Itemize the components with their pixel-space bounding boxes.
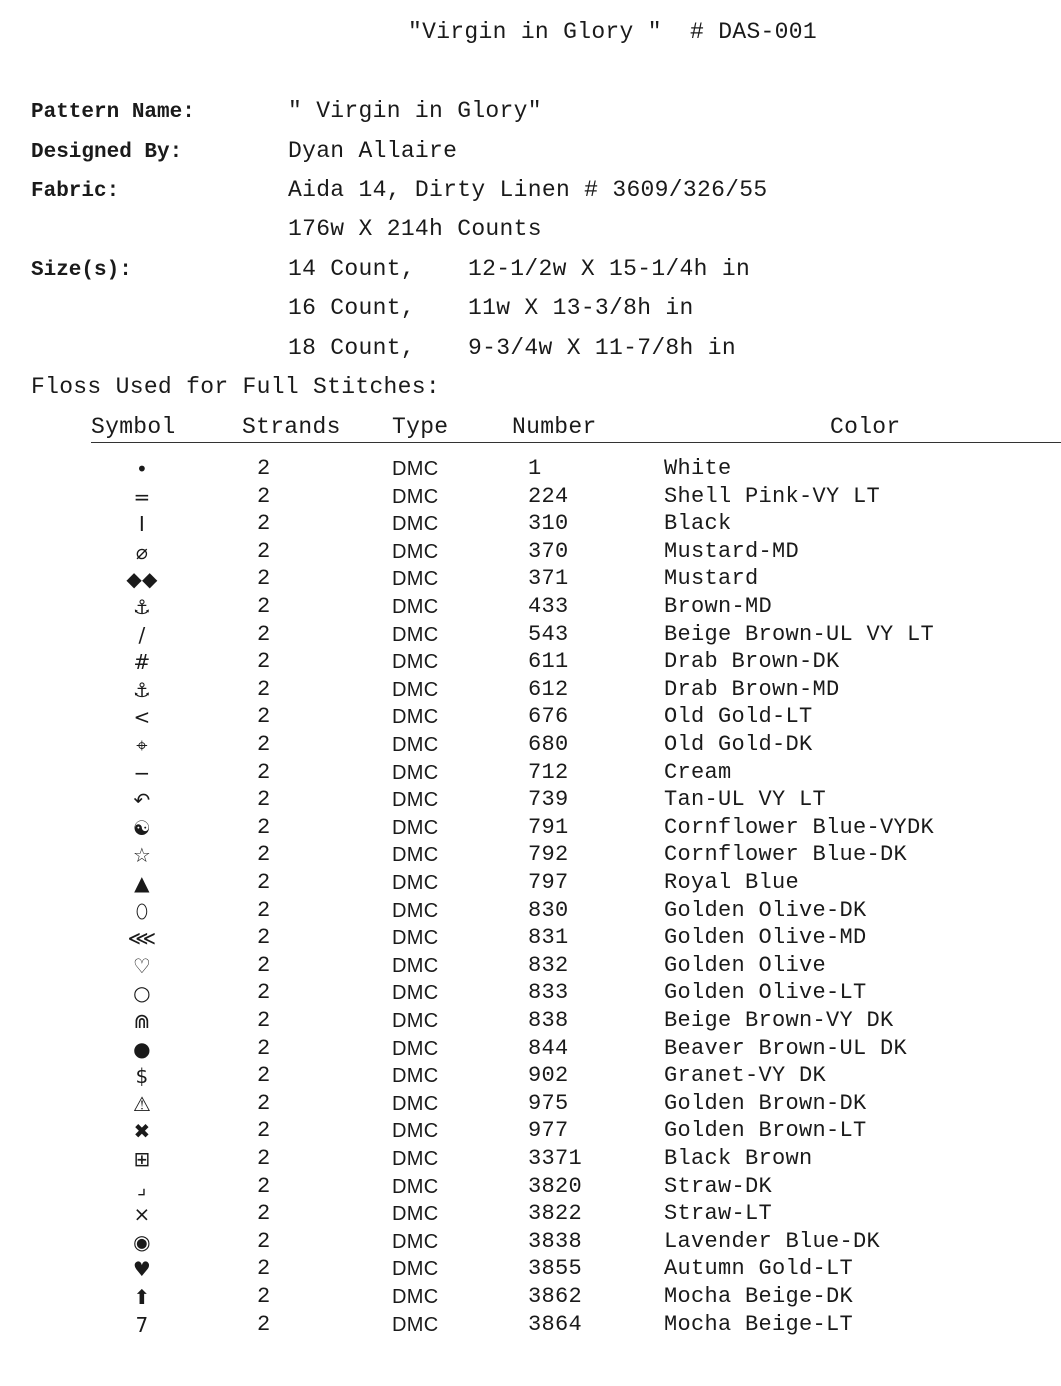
sizes-label: Size(s): (31, 259, 132, 282)
stitch-counts-value: 176w X 214h Counts (288, 216, 542, 242)
strands-cell: 2 (257, 1256, 271, 1282)
column-header-symbol: Symbol (91, 414, 176, 440)
strands-cell: 2 (257, 594, 271, 619)
size-dimensions: 9-3/4w X 11-7/8h in (468, 335, 736, 361)
floss-row (0, 925, 1061, 953)
type-cell: DMC (392, 1175, 439, 1198)
floss-row (0, 1008, 1061, 1036)
color-name-cell: Cream (664, 759, 732, 785)
color-name-cell: Mustard (664, 566, 759, 592)
type-cell: DMC (392, 1313, 439, 1336)
color-name-cell: Royal Blue (664, 870, 800, 895)
floss-number-cell: 902 (528, 1063, 569, 1089)
stitch-symbol: ⌀ (135, 539, 149, 564)
color-name-cell: Beaver Brown-UL DK (664, 1035, 908, 1061)
type-cell: DMC (392, 789, 439, 812)
color-name-cell: Straw-LT (664, 1201, 773, 1227)
floss-row (0, 1284, 1061, 1312)
color-name-cell: Black (664, 511, 732, 537)
floss-number-cell: 838 (528, 1008, 569, 1033)
floss-row (0, 953, 1061, 981)
stitch-symbol: ▲ (134, 871, 150, 895)
floss-row (0, 704, 1061, 732)
color-name-cell: Old Gold-LT (664, 704, 813, 730)
floss-number-cell: 831 (528, 925, 569, 951)
floss-row (0, 1118, 1061, 1146)
color-name-cell: Old Gold-DK (664, 732, 813, 757)
strands-cell: 2 (257, 842, 271, 868)
type-cell: DMC (392, 844, 439, 867)
floss-row (0, 1229, 1061, 1257)
floss-row (0, 760, 1061, 788)
stitch-symbol: ⋒ (133, 1009, 151, 1033)
strands-cell: 2 (257, 1118, 271, 1144)
size-count: 14 Count, (288, 256, 415, 282)
strands-cell: 2 (257, 456, 271, 481)
strands-cell: 2 (257, 1201, 271, 1227)
floss-number-cell: 832 (528, 952, 569, 978)
designed-by-value: Dyan Allaire (288, 138, 458, 164)
type-cell: DMC (392, 1286, 439, 1308)
type-cell: DMC (392, 954, 439, 977)
stitch-symbol: − (133, 760, 151, 785)
color-name-cell: Golden Olive (664, 952, 827, 978)
size-dimensions: 11w X 13-3/8h in (468, 295, 694, 321)
strands-cell: 2 (257, 1146, 271, 1171)
floss-number-cell: 3820 (528, 1173, 583, 1199)
type-cell: DMC (392, 485, 439, 508)
color-name-cell: Mustard-MD (664, 538, 800, 564)
floss-row (0, 649, 1061, 677)
strands-cell: 2 (257, 1311, 271, 1337)
strands-cell: 2 (257, 1228, 271, 1254)
floss-number-cell: 680 (528, 732, 569, 757)
floss-row (0, 566, 1061, 594)
strands-cell: 2 (257, 870, 271, 895)
strands-cell: 2 (257, 1035, 271, 1061)
stitch-symbol: • (135, 457, 149, 481)
floss-number-cell: 3371 (528, 1146, 583, 1171)
stitch-symbol: # (133, 650, 151, 675)
floss-number-cell: 712 (528, 759, 569, 785)
color-name-cell: Drab Brown-MD (664, 676, 840, 702)
color-name-cell: Beige Brown-UL VY LT (664, 621, 935, 647)
floss-number-cell: 3838 (528, 1228, 583, 1254)
floss-number-cell: 310 (528, 511, 569, 537)
strands-cell: 2 (257, 538, 271, 564)
floss-number-cell: 370 (528, 538, 569, 564)
stitch-symbol: ⚓ (132, 677, 152, 702)
floss-row (0, 1174, 1061, 1202)
type-cell: DMC (392, 927, 439, 950)
floss-number-cell: 3855 (528, 1256, 583, 1282)
column-header-number: Number (512, 414, 597, 440)
strands-cell: 2 (257, 676, 271, 702)
pattern-name-label: Pattern Name: (31, 101, 195, 124)
floss-row (0, 1146, 1061, 1174)
floss-row (0, 622, 1061, 650)
stitch-symbol: ○ (133, 981, 151, 1006)
color-name-cell: Lavender Blue-DK (664, 1228, 881, 1254)
floss-number-cell: 611 (528, 649, 569, 675)
strands-cell: 2 (257, 483, 271, 509)
floss-number-cell: 844 (528, 1035, 569, 1061)
color-name-cell: Granet-VY DK (664, 1063, 827, 1089)
strands-cell: 2 (257, 649, 271, 675)
color-name-cell: Golden Brown-DK (664, 1090, 867, 1116)
size-dimensions: 12-1/2w X 15-1/4h in (468, 256, 751, 282)
strands-cell: 2 (257, 952, 271, 978)
strands-cell: 2 (257, 732, 271, 757)
color-name-cell: Golden Olive-LT (664, 980, 867, 1006)
floss-row (0, 677, 1061, 705)
type-cell: DMC (392, 734, 439, 756)
strands-cell: 2 (257, 925, 271, 951)
type-cell: DMC (392, 1120, 439, 1143)
stitch-symbol: 7 (135, 1312, 149, 1337)
floss-number-cell: 792 (528, 842, 569, 868)
strands-cell: 2 (257, 1173, 271, 1199)
stitch-symbol: ⚓ (132, 595, 152, 619)
document-title: "Virgin in Glory " # DAS-001 (408, 19, 817, 45)
strands-cell: 2 (257, 759, 271, 785)
type-cell: DMC (392, 1230, 439, 1253)
size-count: 18 Count, (288, 335, 415, 361)
stitch-symbol: ⬆ (133, 1285, 151, 1309)
type-cell: DMC (392, 596, 439, 618)
color-name-cell: Golden Olive-MD (664, 925, 867, 951)
floss-row (0, 842, 1061, 870)
floss-number-cell: 433 (528, 594, 569, 619)
type-cell: DMC (392, 458, 439, 480)
strands-cell: 2 (257, 566, 271, 592)
stitch-symbol: ⨯ (133, 1202, 151, 1227)
floss-row (0, 1091, 1061, 1119)
floss-row (0, 1201, 1061, 1229)
color-name-cell: Autumn Gold-LT (664, 1256, 854, 1282)
stitch-symbol: ⊞ (133, 1147, 151, 1171)
type-cell: DMC (392, 568, 439, 591)
strands-cell: 2 (257, 1284, 271, 1309)
type-cell: DMC (392, 1092, 439, 1115)
type-cell: DMC (392, 982, 439, 1005)
stitch-symbol: $ (135, 1064, 149, 1089)
stitch-symbol: ⚠ (132, 1091, 152, 1116)
color-name-cell: Black Brown (664, 1146, 813, 1171)
type-cell: DMC (392, 651, 439, 674)
type-cell: DMC (392, 623, 439, 646)
strands-cell: 2 (257, 814, 271, 840)
color-name-cell: Mocha Beige-DK (664, 1284, 854, 1309)
type-cell: DMC (392, 761, 439, 784)
floss-number-cell: 224 (528, 483, 569, 509)
floss-row (0, 1256, 1061, 1284)
color-name-cell: Golden Olive-DK (664, 897, 867, 923)
floss-row (0, 511, 1061, 539)
floss-number-cell: 1 (528, 456, 542, 481)
designed-by-label: Designed By: (31, 141, 183, 164)
color-name-cell: Cornflower Blue-DK (664, 842, 908, 868)
stitch-symbol: < (133, 705, 151, 730)
floss-number-cell: 791 (528, 814, 569, 840)
stitch-symbol: ↶ (133, 788, 151, 813)
stitch-symbol: ✖ (133, 1119, 151, 1144)
floss-row (0, 732, 1061, 760)
stitch-symbol: ⬯ (135, 898, 149, 923)
stitch-symbol: ⌟ (137, 1174, 147, 1199)
floss-row (0, 1063, 1061, 1091)
type-cell: DMC (392, 540, 439, 563)
strands-cell: 2 (257, 897, 271, 923)
type-cell: DMC (392, 513, 439, 536)
strands-cell: 2 (257, 1008, 271, 1033)
color-name-cell: Shell Pink-VY LT (664, 483, 881, 509)
floss-row (0, 456, 1061, 484)
type-cell: DMC (392, 1065, 439, 1088)
type-cell: DMC (392, 1258, 439, 1281)
floss-number-cell: 833 (528, 980, 569, 1006)
floss-row (0, 898, 1061, 926)
floss-number-cell: 3862 (528, 1284, 583, 1309)
stitch-symbol: ● (133, 1036, 151, 1061)
fabric-value: Aida 14, Dirty Linen # 3609/326/55 (288, 177, 768, 203)
type-cell: DMC (392, 678, 439, 701)
stitch-symbol: I (138, 512, 146, 537)
color-name-cell: Drab Brown-DK (664, 649, 840, 675)
stitch-symbol: ☆ (132, 843, 152, 868)
strands-cell: 2 (257, 1090, 271, 1116)
fabric-label: Fabric: (31, 180, 120, 203)
type-cell: DMC (392, 706, 439, 729)
strands-cell: 2 (257, 787, 271, 813)
color-name-cell: White (664, 456, 732, 481)
floss-row (0, 539, 1061, 567)
column-header-color: Color (830, 414, 901, 440)
strands-cell: 2 (257, 704, 271, 730)
floss-row (0, 815, 1061, 843)
column-header-type: Type (392, 414, 449, 440)
color-name-cell: Tan-UL VY LT (664, 787, 827, 813)
stitch-symbol: ◆◆ (126, 567, 158, 592)
floss-row (0, 787, 1061, 815)
color-name-cell: Straw-DK (664, 1173, 773, 1199)
floss-number-cell: 3822 (528, 1201, 583, 1227)
color-name-cell: Beige Brown-VY DK (664, 1008, 894, 1033)
size-count: 16 Count, (288, 295, 415, 321)
floss-row (0, 980, 1061, 1008)
color-name-cell: Mocha Beige-LT (664, 1311, 854, 1337)
type-cell: DMC (392, 1010, 439, 1032)
stitch-symbol: ⋘ (127, 926, 157, 951)
type-cell: DMC (392, 1148, 439, 1170)
type-cell: DMC (392, 1037, 439, 1060)
type-cell: DMC (392, 872, 439, 894)
stitch-symbol: / (138, 622, 146, 647)
floss-row (0, 1312, 1061, 1340)
color-name-cell: Golden Brown-LT (664, 1118, 867, 1144)
type-cell: DMC (392, 1203, 439, 1226)
type-cell: DMC (392, 899, 439, 922)
strands-cell: 2 (257, 511, 271, 537)
floss-number-cell: 830 (528, 897, 569, 923)
floss-number-cell: 612 (528, 676, 569, 702)
stitch-symbol: ⌖ (136, 733, 148, 757)
stitch-symbol: ☯ (132, 815, 152, 840)
strands-cell: 2 (257, 1063, 271, 1089)
color-name-cell: Brown-MD (664, 594, 773, 619)
header-divider (91, 442, 1061, 443)
floss-number-cell: 371 (528, 566, 569, 592)
strands-cell: 2 (257, 621, 271, 647)
stitch-symbol: ♥ (132, 1257, 152, 1282)
strands-cell: 2 (257, 980, 271, 1006)
floss-number-cell: 797 (528, 870, 569, 895)
floss-row (0, 870, 1061, 898)
floss-row (0, 594, 1061, 622)
floss-number-cell: 676 (528, 704, 569, 730)
stitch-symbol: = (133, 484, 151, 509)
pattern-name-value: " Virgin in Glory" (288, 98, 542, 124)
stitch-symbol: ♡ (132, 953, 152, 978)
floss-row (0, 484, 1061, 512)
floss-row (0, 1036, 1061, 1064)
floss-number-cell: 3864 (528, 1311, 583, 1337)
floss-section-title: Floss Used for Full Stitches: (31, 374, 440, 400)
stitch-symbol: ◉ (133, 1229, 151, 1254)
floss-number-cell: 977 (528, 1118, 569, 1144)
color-name-cell: Cornflower Blue-VYDK (664, 814, 935, 840)
floss-number-cell: 543 (528, 621, 569, 647)
type-cell: DMC (392, 816, 439, 839)
floss-number-cell: 975 (528, 1090, 569, 1116)
column-header-strands: Strands (242, 414, 341, 440)
floss-number-cell: 739 (528, 787, 569, 813)
